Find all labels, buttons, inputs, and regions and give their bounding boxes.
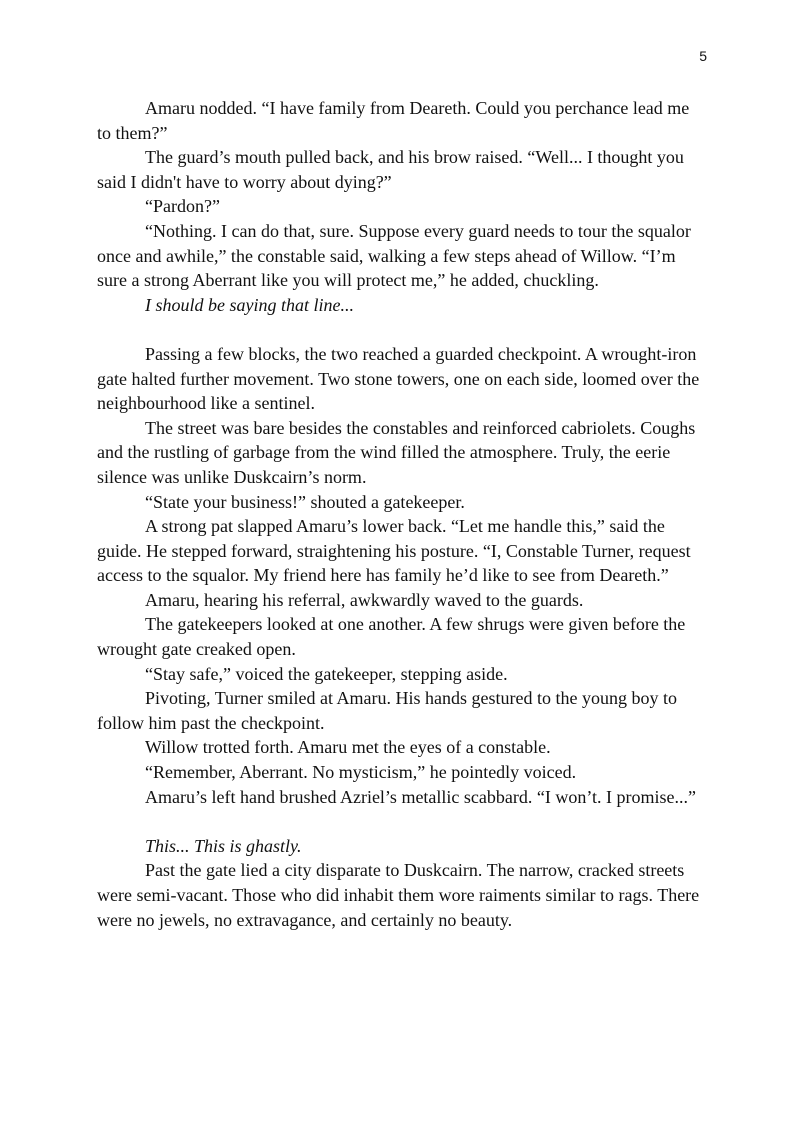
paragraph: A strong pat slapped Amaru’s lower back. “Let me handle this,” said the guide. He stepped forward, straightening his posture. “I, Constable Turner, request access to the squalor. My friend here has family he’d like to see from Deareth.” bbox=[97, 516, 691, 586]
paragraph: Past the gate lied a city disparate to Duskcairn. The narrow, cracked streets were semi-vacant. Those who did inhabit them wore raiments similar to rags. There were no jewels, no extravagance, and certainly no beauty. bbox=[97, 860, 700, 930]
scene-break bbox=[97, 809, 703, 834]
paragraph: The guard’s mouth pulled back, and his brow raised. “Well... I thought you said I didn't have to worry about dying?” bbox=[97, 147, 684, 192]
paragraph: “Remember, Aberrant. No mysticism,” he pointedly voiced. bbox=[145, 762, 577, 783]
paragraph: Passing a few blocks, the two reached a guarded checkpoint. A wrought-iron gate halted further movement. Two stone towers, one on each side, loomed over the neighbourhood like a sentinel. bbox=[97, 343, 700, 414]
paragraph: “State your business!” shouted a gatekeeper. bbox=[145, 491, 465, 512]
italic-thought: This... This is ghastly. bbox=[145, 835, 302, 856]
paragraph: “Nothing. I can do that, sure. Suppose every guard needs to tour the squalor once and awhile,” the constable said, walking a few steps ahead of Willow. “I’m sure a strong Aberrant like you will protect me,” he added, chuckling. bbox=[97, 220, 691, 291]
paragraph: “Stay safe,” voiced the gatekeeper, stepping aside. bbox=[145, 663, 508, 684]
paragraph: Amaru, hearing his referral, awkwardly waved to the guards. bbox=[145, 589, 584, 610]
document-body bbox=[97, 96, 703, 932]
scene-break bbox=[97, 317, 703, 342]
italic-thought: I should be saying that line... bbox=[145, 294, 354, 315]
paragraph: Amaru’s left hand brushed Azriel’s metallic scabbard. “I won’t. I promise...” bbox=[145, 786, 697, 807]
paragraph: The gatekeepers looked at one another. A few shrugs were given before the wrought gate creaked open. bbox=[97, 614, 686, 660]
paragraph: Willow trotted forth. Amaru met the eyes of a constable. bbox=[145, 737, 551, 758]
paragraph: Pivoting, Turner smiled at Amaru. His hands gestured to the young boy to follow him past the checkpoint. bbox=[97, 688, 677, 733]
paragraph: “Pardon?” bbox=[145, 196, 220, 217]
paragraph: Amaru nodded. “I have family from Deareth. Could you perchance lead me to them?” bbox=[97, 98, 690, 143]
page-number: 5 bbox=[699, 48, 707, 64]
paragraph: The street was bare besides the constables and reinforced cabriolets. Coughs and the rustling of garbage from the wind filled the atmosphere. Truly, the eerie silence was unlike Duskcairn’s norm. bbox=[97, 417, 696, 487]
